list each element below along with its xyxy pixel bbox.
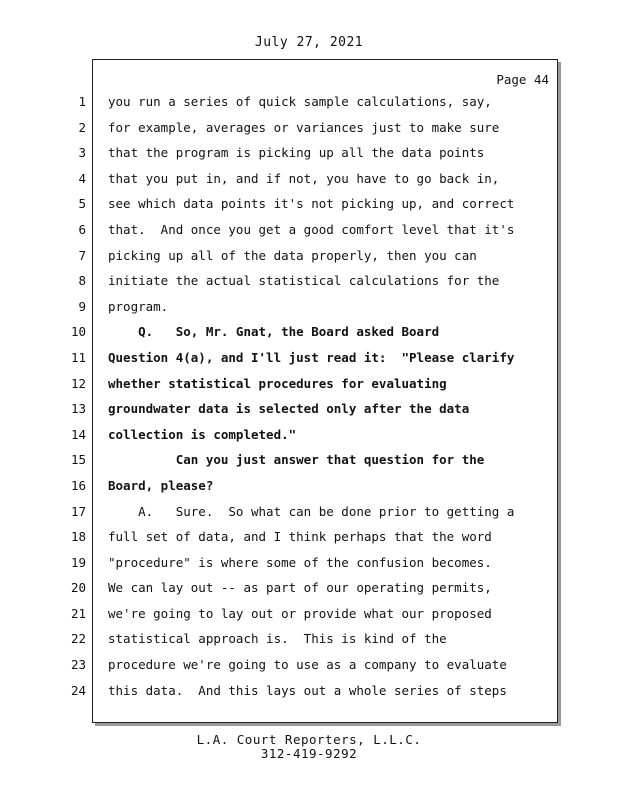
line-number: 8 bbox=[78, 273, 86, 289]
line-number: 12 bbox=[70, 375, 86, 391]
transcript-line: program. bbox=[108, 298, 169, 314]
line-number: 19 bbox=[70, 554, 86, 570]
transcript-line: Board, please? bbox=[108, 477, 214, 493]
transcript-line: this data. And this lays out a whole series of steps bbox=[108, 682, 507, 698]
line-number: 15 bbox=[70, 452, 86, 468]
line-number: 24 bbox=[70, 682, 86, 698]
transcript-line: that the program is picking up all the data points bbox=[108, 145, 485, 161]
transcript-line: see which data points it's not picking up, and correct bbox=[108, 196, 515, 212]
header-date: July 27, 2021 bbox=[254, 35, 364, 50]
line-number: 5 bbox=[78, 196, 86, 212]
transcript-line: you run a series of quick sample calculations, say, bbox=[108, 94, 492, 109]
transcript-line: we're going to lay out or provide what our proposed bbox=[108, 605, 492, 621]
transcript-line: groundwater data is selected only after the data bbox=[108, 401, 470, 417]
footer bbox=[0, 733, 618, 761]
transcript-line: Question 4(a), and I'll just read it: "Please clarify bbox=[108, 349, 515, 365]
transcript-line: We can lay out -- as part of our operating permits, bbox=[108, 580, 492, 596]
transcript-line: Can you just answer that question for the bbox=[108, 452, 485, 468]
line-number: 9 bbox=[78, 298, 86, 314]
line-number: 2 bbox=[78, 119, 86, 135]
transcript-line: full set of data, and I think perhaps that the word bbox=[108, 529, 492, 545]
transcript-line: that. And once you get a good comfort level that it's bbox=[108, 221, 515, 237]
line-number: 21 bbox=[70, 605, 86, 621]
transcript-line: collection is completed." bbox=[108, 426, 297, 442]
line-number: 10 bbox=[70, 324, 86, 340]
reporter-company: L.A. Court Reporters, L.L.C. bbox=[196, 732, 422, 747]
line-number: 23 bbox=[70, 657, 86, 673]
line-number: 7 bbox=[78, 247, 86, 263]
transcript-line: that you put in, and if not, you have to go back in, bbox=[108, 170, 500, 186]
transcript-line: statistical approach is. This is kind of the bbox=[108, 631, 447, 647]
line-number-column bbox=[60, 92, 86, 706]
line-number: 13 bbox=[70, 401, 86, 417]
transcript-line: initiate the actual statistical calculations for the bbox=[108, 273, 500, 289]
line-number: 4 bbox=[78, 170, 86, 186]
line-number: 1 bbox=[78, 94, 86, 109]
transcript-line: procedure we're going to use as a company to evaluate bbox=[108, 657, 507, 673]
transcript-line: A. Sure. So what can be done prior to getting a bbox=[108, 503, 515, 519]
page-number: Page 44 bbox=[496, 72, 549, 87]
transcript-line: whether statistical procedures for evaluating bbox=[108, 375, 447, 391]
line-number: 6 bbox=[78, 221, 86, 237]
transcript-line: Q. So, Mr. Gnat, the Board asked Board bbox=[108, 324, 440, 340]
transcript-text bbox=[108, 92, 548, 706]
reporter-phone: 312-419-9292 bbox=[260, 746, 358, 761]
line-number: 17 bbox=[70, 503, 86, 519]
line-number: 16 bbox=[70, 477, 86, 493]
line-number: 22 bbox=[70, 631, 86, 647]
line-number: 20 bbox=[70, 580, 86, 596]
line-number: 11 bbox=[70, 349, 86, 365]
line-number: 18 bbox=[70, 529, 86, 545]
line-number: 3 bbox=[78, 145, 86, 161]
line-number: 14 bbox=[70, 426, 86, 442]
transcript-line: for example, averages or variances just to make sure bbox=[108, 119, 500, 135]
transcript-line: picking up all of the data properly, then you can bbox=[108, 247, 477, 263]
transcript-line: "procedure" is where some of the confusion becomes. bbox=[108, 554, 492, 570]
